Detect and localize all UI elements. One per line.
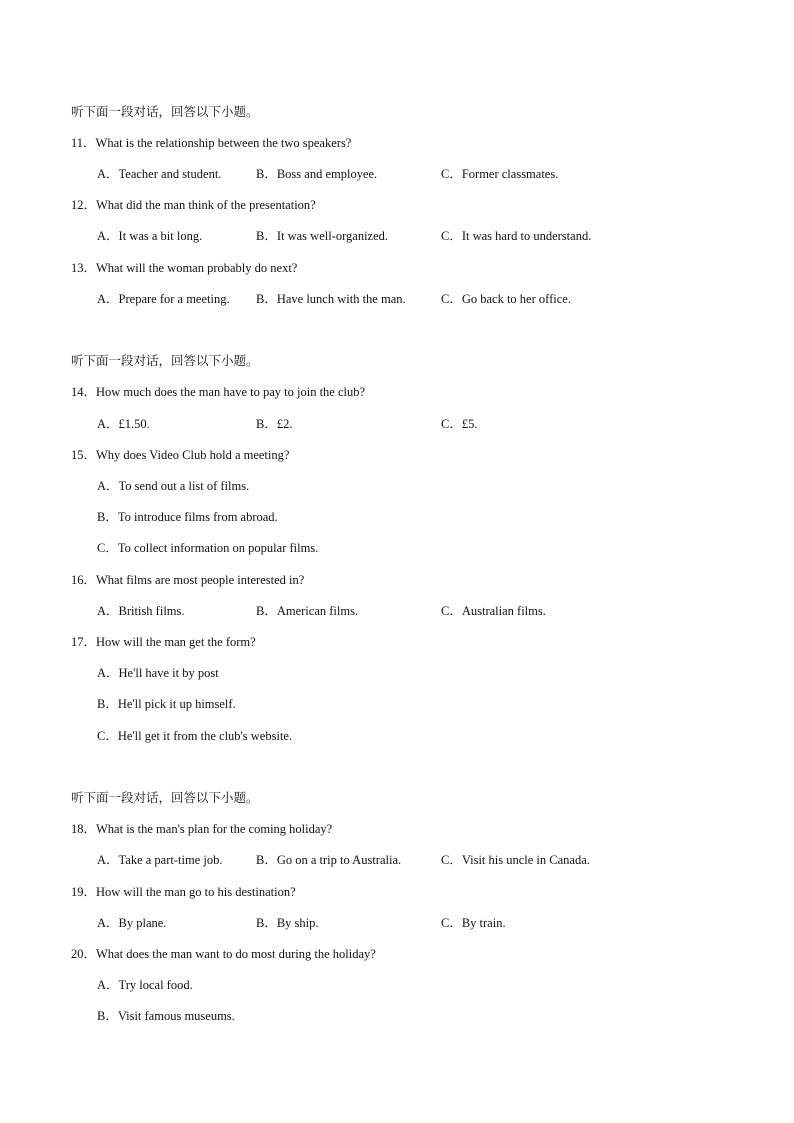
question-stem: 18．What is the man's plan for the coming holiday? <box>71 822 333 836</box>
question-stem: 14．How much does the man have to pay to join the club? <box>71 385 366 399</box>
option-a: A．It was a bit long. <box>97 229 203 243</box>
option-b: B．It was well-organized. <box>256 229 389 243</box>
question-stem: 16．What films are most people interested in? <box>71 573 305 587</box>
option-a: A．£1.50. <box>97 417 150 431</box>
section-instruction: 听下面一段对话，回答以下小题。 <box>71 104 259 119</box>
option-a: A．He'll have it by post <box>97 666 219 680</box>
option-c: C．He'll get it from the club's website. <box>97 729 293 743</box>
option-b: B．Go on a trip to Australia. <box>256 853 402 867</box>
option-c: C．Visit his uncle in Canada. <box>441 853 590 867</box>
option-b: B．American films. <box>256 604 359 618</box>
option-c: C．Former classmates. <box>441 167 559 181</box>
section-instruction: 听下面一段对话，回答以下小题。 <box>71 353 259 368</box>
option-c: C．£5. <box>441 417 478 431</box>
question-stem: 20．What does the man want to do most during the holiday? <box>71 947 376 961</box>
option-b: B．By ship. <box>256 916 319 930</box>
option-a: A．Prepare for a meeting. <box>97 292 230 306</box>
option-a: A．Teacher and student. <box>97 167 222 181</box>
option-b: B．To introduce films from abroad. <box>97 510 278 524</box>
option-a: A．Take a part-time job. <box>97 853 223 867</box>
option-c: C．It was hard to understand. <box>441 229 592 243</box>
question-stem: 12．What did the man think of the presentation? <box>71 198 316 212</box>
option-b: B．He'll pick it up himself. <box>97 697 236 711</box>
option-b: B．Visit famous museums. <box>97 1009 235 1023</box>
option-a: A．By plane. <box>97 916 167 930</box>
question-stem: 13．What will the woman probably do next? <box>71 261 298 275</box>
option-a: A．Try local food. <box>97 978 193 992</box>
question-stem: 19．How will the man go to his destination? <box>71 885 296 899</box>
question-stem: 17．How will the man get the form? <box>71 635 256 649</box>
option-c: C．Australian films. <box>441 604 546 618</box>
question-stem: 11．What is the relationship between the two speakers? <box>71 136 352 150</box>
section-instruction: 听下面一段对话，回答以下小题。 <box>71 790 259 805</box>
option-a: A．To send out a list of films. <box>97 479 250 493</box>
option-c: C．To collect information on popular films. <box>97 541 319 555</box>
option-c: C．By train. <box>441 916 506 930</box>
option-a: A．British films. <box>97 604 185 618</box>
option-b: B．Have lunch with the man. <box>256 292 406 306</box>
option-b: B．£2. <box>256 417 293 431</box>
option-b: B．Boss and employee. <box>256 167 378 181</box>
option-c: C．Go back to her office. <box>441 292 571 306</box>
question-stem: 15．Why does Video Club hold a meeting? <box>71 448 290 462</box>
